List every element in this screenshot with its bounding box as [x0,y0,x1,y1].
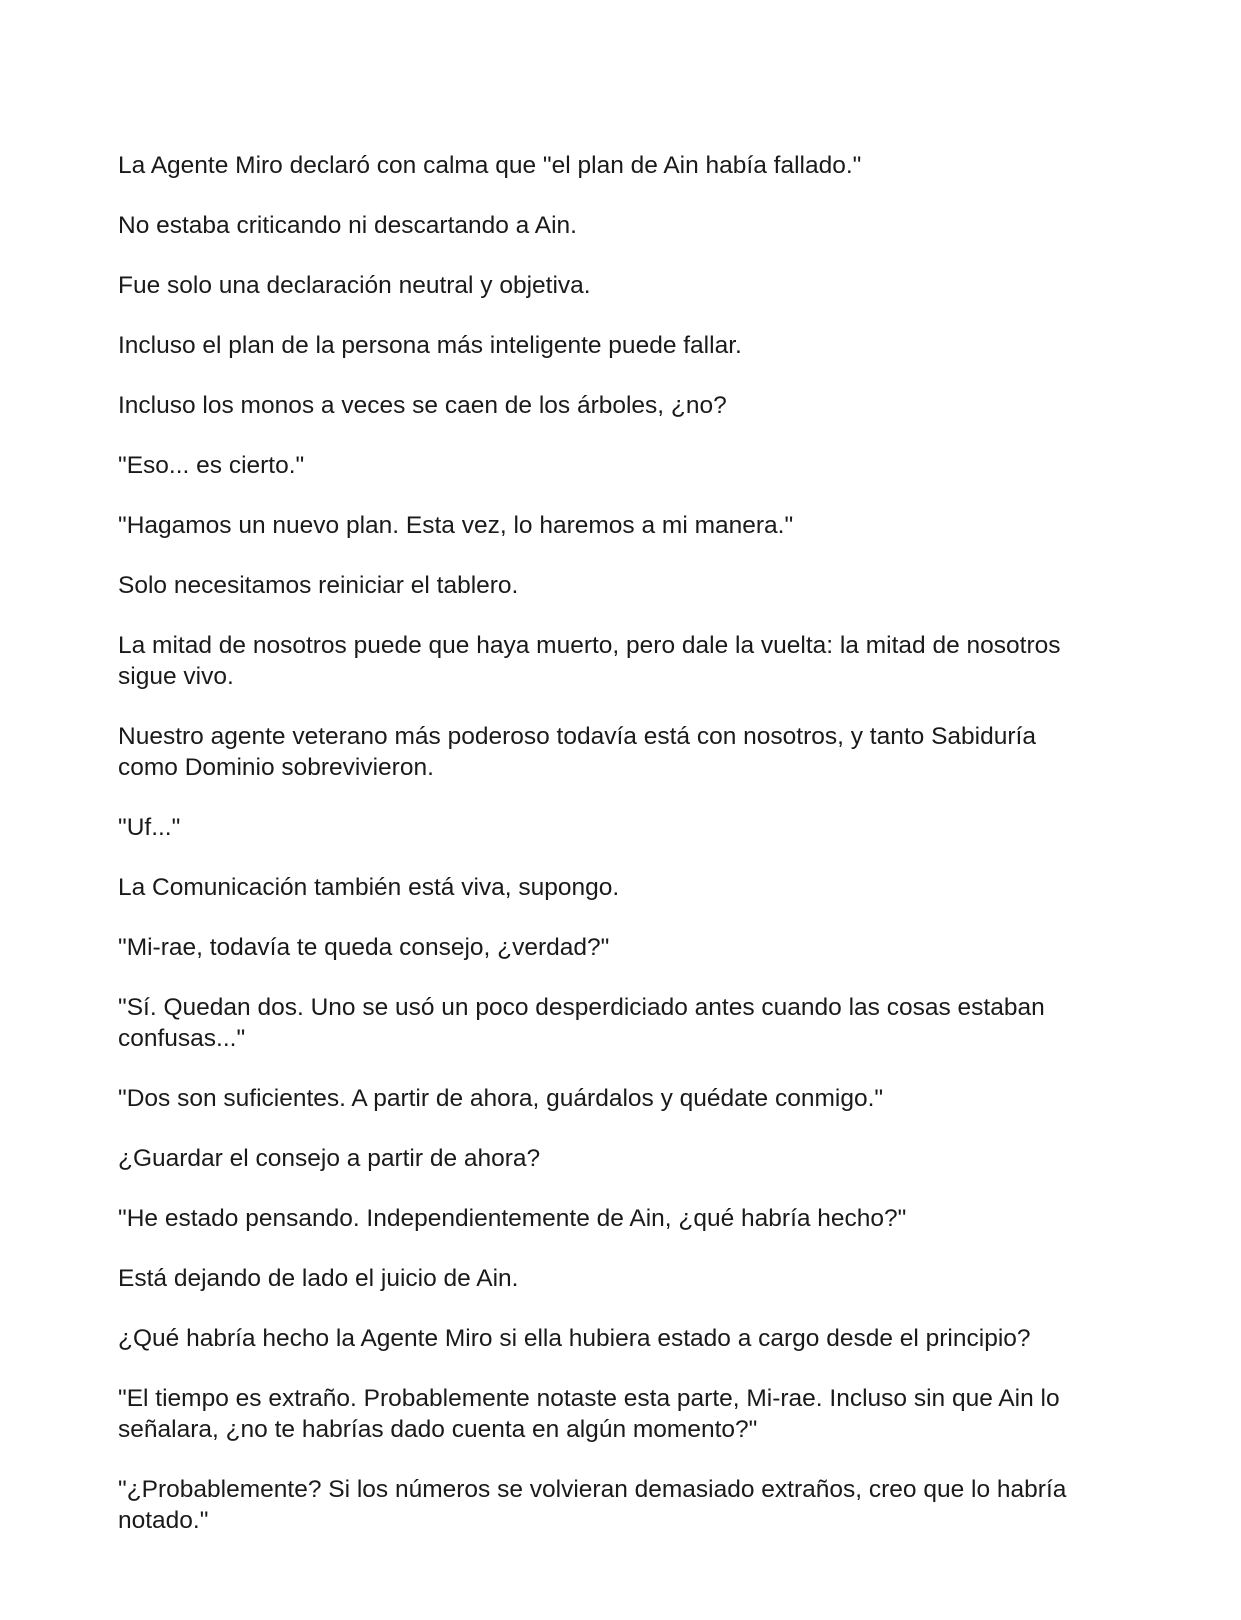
paragraph: La Agente Miro declaró con calma que "el plan de Ain había fallado." [118,152,862,179]
paragraph: "Mi-rae, todavía te queda consejo, ¿verdad?" [118,934,610,961]
paragraph: "¿Probablemente? Si los números se volvieran demasiado extraños, creo que lo habría notado." [118,1476,1067,1534]
paragraph: La Comunicación también está viva, supongo. [118,874,620,901]
paragraph: "He estado pensando. Independientemente de Ain, ¿qué habría hecho?" [118,1205,907,1232]
paragraph: "Dos son suficientes. A partir de ahora, guárdalos y quédate conmigo." [118,1085,884,1112]
paragraph: Está dejando de lado el juicio de Ain. [118,1265,519,1292]
paragraph: "Sí. Quedan dos. Uno se usó un poco desperdiciado antes cuando las cosas estaban confusas..." [118,994,1045,1052]
paragraph: Incluso el plan de la persona más inteligente puede fallar. [118,332,742,359]
paragraph: Solo necesitamos reiniciar el tablero. [118,572,519,599]
paragraph: "El tiempo es extraño. Probablemente notaste esta parte, Mi-rae. Incluso sin que Ain lo señalara, ¿no te habrías dado cuenta en algún momento?" [118,1385,1060,1443]
paragraph: Incluso los monos a veces se caen de los árboles, ¿no? [118,392,727,419]
paragraph: La mitad de nosotros puede que haya muerto, pero dale la vuelta: la mitad de nosotros sigue vivo. [118,632,1061,690]
paragraph: "Uf..." [118,814,181,841]
paragraph: Fue solo una declaración neutral y objetiva. [118,272,591,299]
paragraph: "Hagamos un nuevo plan. Esta vez, lo haremos a mi manera." [118,512,794,539]
paragraph: "Eso... es cierto." [118,452,305,479]
paragraph: ¿Guardar el consejo a partir de ahora? [118,1145,541,1172]
paragraph: Nuestro agente veterano más poderoso todavía está con nosotros, y tanto Sabiduría como Dominio sobrevivieron. [118,723,1036,781]
paragraph: ¿Qué habría hecho la Agente Miro si ella hubiera estado a cargo desde el principio? [118,1325,1031,1352]
paragraph: No estaba criticando ni descartando a Ain. [118,212,577,239]
document-body [118,150,1098,1565]
